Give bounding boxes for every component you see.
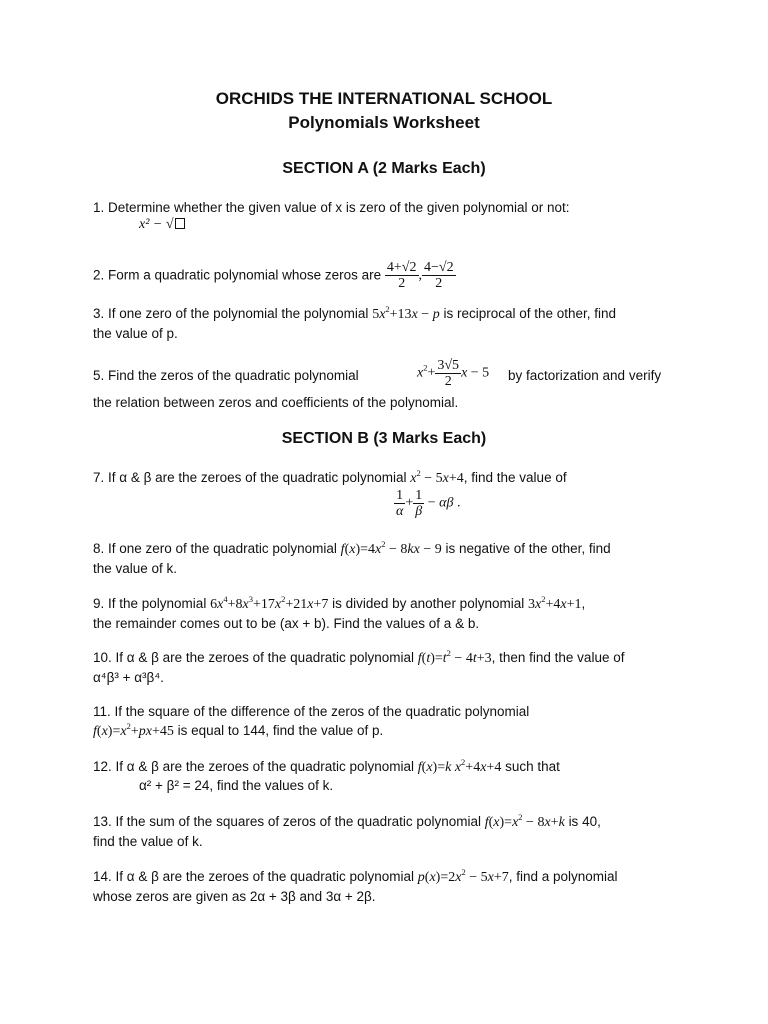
polynomial-expression: f(x)=k $x^2+4x+4$	[417, 757, 502, 775]
polynomial-expression: $f(t)=t^2 - 4t+3$	[417, 648, 492, 666]
question-2	[93, 261, 693, 292]
question-14: 14. If α & β are the zeroes of the quadratic polynomial $p(x)=2x^2 - 5x+7$, find a polynomial whose zeros are given as 2α + 3β and 3α + 2β.	[93, 867, 618, 904]
question-7-expression: $\frac{1}{\alpha}$ + $\frac{1}{\beta}$ − αβ .	[396, 488, 461, 519]
question-9: 9. If the polynomial $6x^4+8x^3+17x^2+21x+7$ is divided by another polynomial $3x^2+4x+1$, the remainder comes out to be (ax + b). Find the values of a & b.	[93, 594, 586, 631]
section-a-heading: SECTION A (2 Marks Each)	[282, 160, 486, 177]
question-text: 1. Determine whether the given value of x is zero of the given polynomial or not:	[93, 200, 570, 215]
school-name: ORCHIDS THE INTERNATIONAL SCHOOL	[215, 89, 553, 108]
worksheet-title: Polynomials Worksheet	[288, 113, 480, 132]
question-11: 11. If the square of the difference of the zeros of the quadratic polynomial $f(x)=x^2+px+45$ is equal to 144, find the value of p.	[93, 704, 530, 739]
zeros-expression: $\frac{4+√2}{2}$ , $\frac{4-√2}{2}$	[386, 260, 454, 291]
missing-glyph-box	[175, 218, 185, 229]
question-5-tail: by factorization and verify	[508, 368, 662, 383]
section-b-heading: SECTION B (3 Marks Each)	[281, 430, 487, 447]
question-13: 13. If the sum of the squares of zeros of the quadratic polynomial $f(x)=x^2 - 8x+k$ is 40, find the value of k.	[93, 812, 601, 849]
question-5-line-2: the relation between zeros and coefficients of the polynomial.	[93, 395, 459, 410]
question-7: 7. If α & β are the zeroes of the quadratic polynomial $x^2 - 5x+4$, find the value of	[93, 468, 567, 486]
question-5: 5. Find the zeros of the quadratic polynomial	[93, 368, 359, 383]
question-12: 12. If α & β are the zeroes of the quadratic polynomial f(x)=k $x^2+4x+4$ such that	[93, 757, 560, 775]
question-3: 3. If one zero of the polynomial the polynomial $5x^2+13x - p$ is reciprocal of the other, find the value of p.	[93, 304, 617, 341]
question-1	[93, 199, 693, 218]
dividend-polynomial: $6x^4+8x^3+17x^2+21x+7$	[210, 594, 329, 612]
question-10: 10. If α & β are the zeroes of the quadratic polynomial $f(t)=t^2 - 4t+3$, then find the value of α⁴β³ + α³β⁴.	[93, 648, 625, 685]
polynomial-expression: $p(x)=2x^2 - 5x+7$	[417, 867, 509, 885]
polynomial-expression: $x^2 - 5x+4$	[410, 468, 464, 486]
polynomial-expression: $f(x)=x^2 - 8x+k$	[484, 812, 565, 830]
question-1-expression: x² − √	[139, 217, 185, 233]
question-text: 2. Form a quadratic polynomial whose zeros are	[93, 267, 382, 283]
polynomial-expression: $5x^2+13x - p$	[372, 304, 440, 322]
polynomial-expression: $x^2+$ $\frac{3√5}{2}$ x − 5	[417, 358, 490, 389]
question-8: 8. If one zero of the quadratic polynomial $f(x)=4x^2 - 8kx - 9$ is negative of the other, find the value of k.	[93, 539, 611, 576]
divisor-polynomial: $3x^2+4x+1$	[528, 594, 582, 612]
question-12-line-2: α² + β² = 24, find the values of k.	[139, 778, 334, 793]
polynomial-expression: $f(x)=x^2+px+45$	[93, 720, 174, 739]
polynomial-expression: $f(x)=4x^2 - 8kx - 9$	[340, 539, 442, 557]
